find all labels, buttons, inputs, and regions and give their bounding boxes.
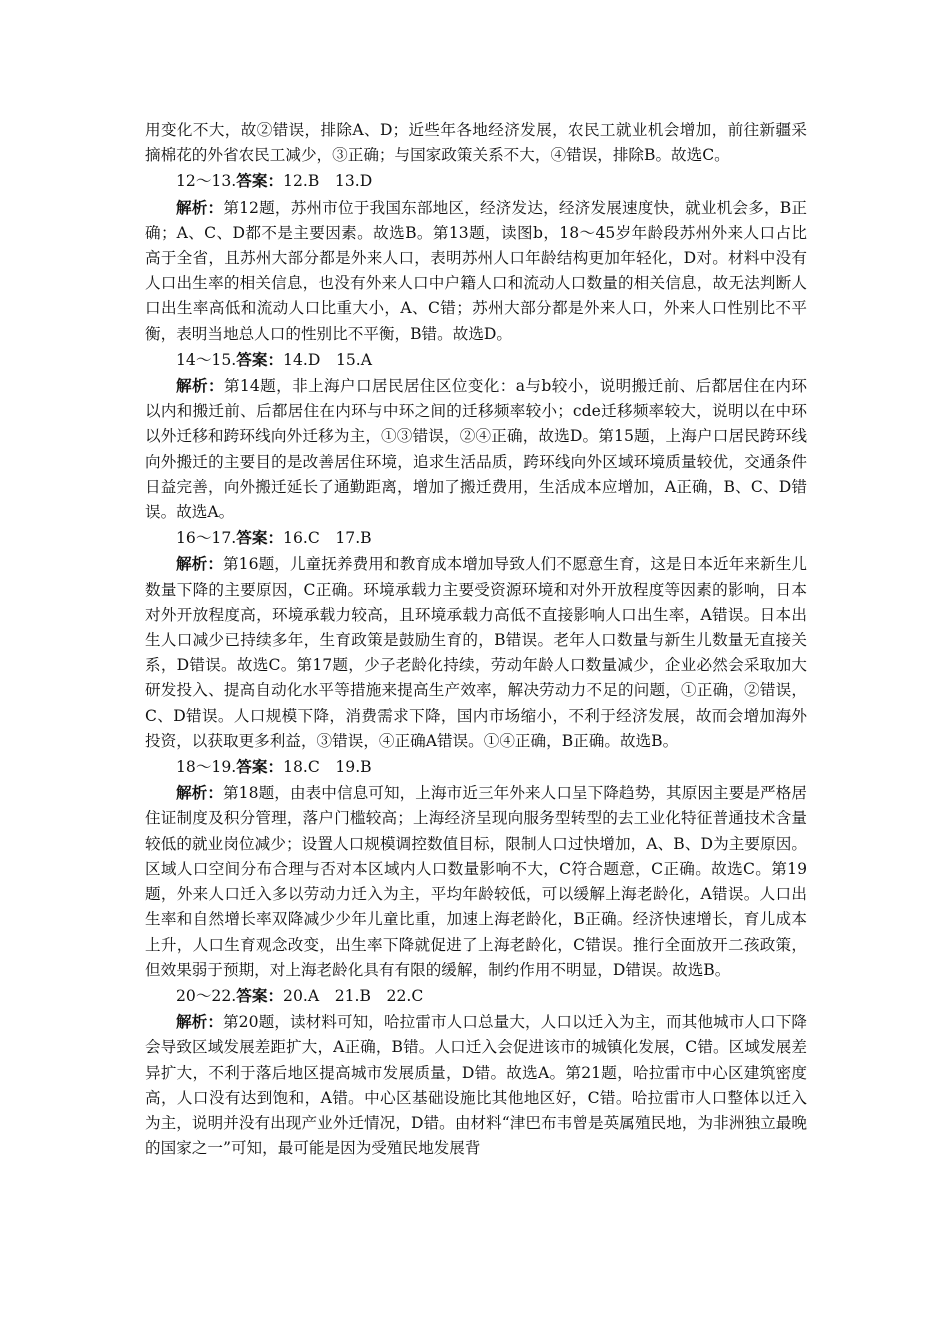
answer-label: 答案： xyxy=(236,349,284,369)
analysis-label: 解析： xyxy=(176,197,224,217)
analysis-paragraph-20-22 xyxy=(145,1009,807,1161)
question-range: 16～17. xyxy=(176,529,237,548)
answer-line-20-22 xyxy=(145,983,807,1009)
answer-value: 20.A 21.B 22.C xyxy=(283,986,424,1005)
answer-label: 答案： xyxy=(236,757,284,777)
analysis-paragraph-16-17 xyxy=(145,551,807,754)
analysis-label: 解析： xyxy=(176,554,224,574)
analysis-text: 第12题，苏州市位于我国东部地区，经济发达，经济发展速度快，就业机会多，B正确；A、C、D都不是主要因素。故选B。第13题，读图b，18～45岁年龄段苏州外来人口占比高于全省，且苏州大部分都是外来人口，表明苏州人口年龄结构更加年轻化，D对。材料中没有人口出生率的相关信息，也没有外来人口中户籍人口和流动人口数量的相关信息，故无法判断人口出生率高低和流动人口比重大小，A、C错；苏州大部分都是外来人口，外来人口性别比不平衡，表明当地总人口的性别比不平衡，B错。故选D。 xyxy=(145,198,807,343)
analysis-text: 第14题，非上海户口居民居住区位变化：a与b较小，说明搬迁前、后都居住在内环以内和搬迁前、后都居住在内环与中环之间的迁移频率较小；cde迁移频率较大，说明以在中环以外迁移和跨环线向外迁移为主，①③错误，②④正确，故选D。第15题，上海户口居民跨环线向外搬迁的主要目的是改善居住环境，追求生活品质，跨环线向外区域环境质量较优，交通条件日益完善，向外搬迁延长了通勤距离，增加了搬迁费用，生活成本应增加，A正确，B、C、D错误。故选A。 xyxy=(145,377,807,522)
answer-label: 答案： xyxy=(236,528,284,548)
analysis-text: 第18题，由表中信息可知，上海市近三年外来人口呈下降趋势，其原因主要是严格居住证制度及积分管理，落户门槛较高；上海经济呈现向服务型转型的去工业化特征普通技术含量较低的就业岗位减少；设置人口规模调控数值目标，限制人口过快增加，A、B、D为主要原因。区域人口空间分布合理与否对本区域内人口数量影响不大，C符合题意，C正确。故选C。第19题，外来人口迁入多以劳动力迁入为主，平均年龄较低，可以缓解上海老龄化，A错误。人口出生率和自然增长率双降减少少年儿童比重，加速上海老龄化，B正确。经济快速增长，育儿成本上升，人口生育观念改变，出生率下降就促进了上海老龄化，C错误。推行全面放开二孩政策，但效果弱于预期，对上海老龄化具有有限的缓解，制约作用不明显，D错误。故选B。 xyxy=(145,784,807,979)
answer-value: 12.B 13.D xyxy=(283,172,373,191)
intro-paragraph: 用变化不大，故②错误，排除A、D；近些年各地经济发展，农民工就业机会增加，前往新疆采摘棉花的外省农民工减少，③正确；与国家政策关系不大，④错误，排除B。故选C。 xyxy=(145,121,807,165)
analysis-text: 第20题，读材料可知，哈拉雷市人口总量大，人口以迁入为主，而其他城市人口下降会导致区域发展差距扩大，A正确，B错。人口迁入会促进该市的城镇化发展，C错。区域发展差异扩大，不利于落后地区提高城市发展质量，D错。故选A。第21题，哈拉雷市中心区建筑密度高，人口没有达到饱和，A错。中心区基础设施比其他地区好，C错。哈拉雷市人口整体以迁入为主，说明并没有出现产业外迁情况，D错。由材料“津巴布韦曾是英属殖民地，为非洲独立最晚的国家之一”可知，最可能是因为受殖民地发展背 xyxy=(145,1013,807,1158)
answer-label: 答案： xyxy=(236,985,284,1005)
analysis-label: 解析： xyxy=(176,376,224,396)
answer-line-12-13 xyxy=(145,168,807,194)
answer-line-14-15 xyxy=(145,347,807,373)
analysis-paragraph-12-13 xyxy=(145,195,807,347)
analysis-text: 第16题，儿童抚养费用和教育成本增加导致人们不愿意生育，这是日本近年来新生儿数量下降的主要原因，C正确。环境承载力主要受资源环境和对外开放程度等因素的影响，日本对外开放程度高，环境承载力较高，且环境承载力高低不直接影响人口出生率，A错误。日本出生人口减少已持续多年，生育政策是鼓励生育的，B错误。老年人口数量与新生儿数量无直接关系，D错误。故选C。第17题，少子老龄化持续，劳动年龄人口数量减少，企业必然会采取加大研发投入、提高自动化水平等措施来提高生产效率，解决劳动力不足的问题，①正确，②错误，C、D错误。人口规模下降，消费需求下降，国内市场缩小，不利于经济发展，故而会增加海外投资，以获取更多利益，③错误，④正确A错误。①④正确，B正确。故选B。 xyxy=(145,555,807,750)
analysis-label: 解析： xyxy=(176,783,224,803)
question-range: 14～15. xyxy=(176,350,237,369)
analysis-paragraph-18-19 xyxy=(145,780,807,983)
question-range: 20～22. xyxy=(176,986,237,1005)
question-range: 12～13. xyxy=(176,172,237,191)
analysis-label: 解析： xyxy=(176,1012,224,1032)
answer-value: 18.C 19.B xyxy=(283,758,372,777)
answer-value: 14.D 15.A xyxy=(283,350,373,369)
answer-value: 16.C 17.B xyxy=(283,529,372,548)
analysis-paragraph-14-15 xyxy=(145,373,807,525)
answer-label: 答案： xyxy=(236,171,284,191)
answer-line-16-17 xyxy=(145,525,807,551)
question-range: 18～19. xyxy=(176,758,237,777)
document-page xyxy=(145,118,807,1161)
answer-line-18-19 xyxy=(145,754,807,780)
